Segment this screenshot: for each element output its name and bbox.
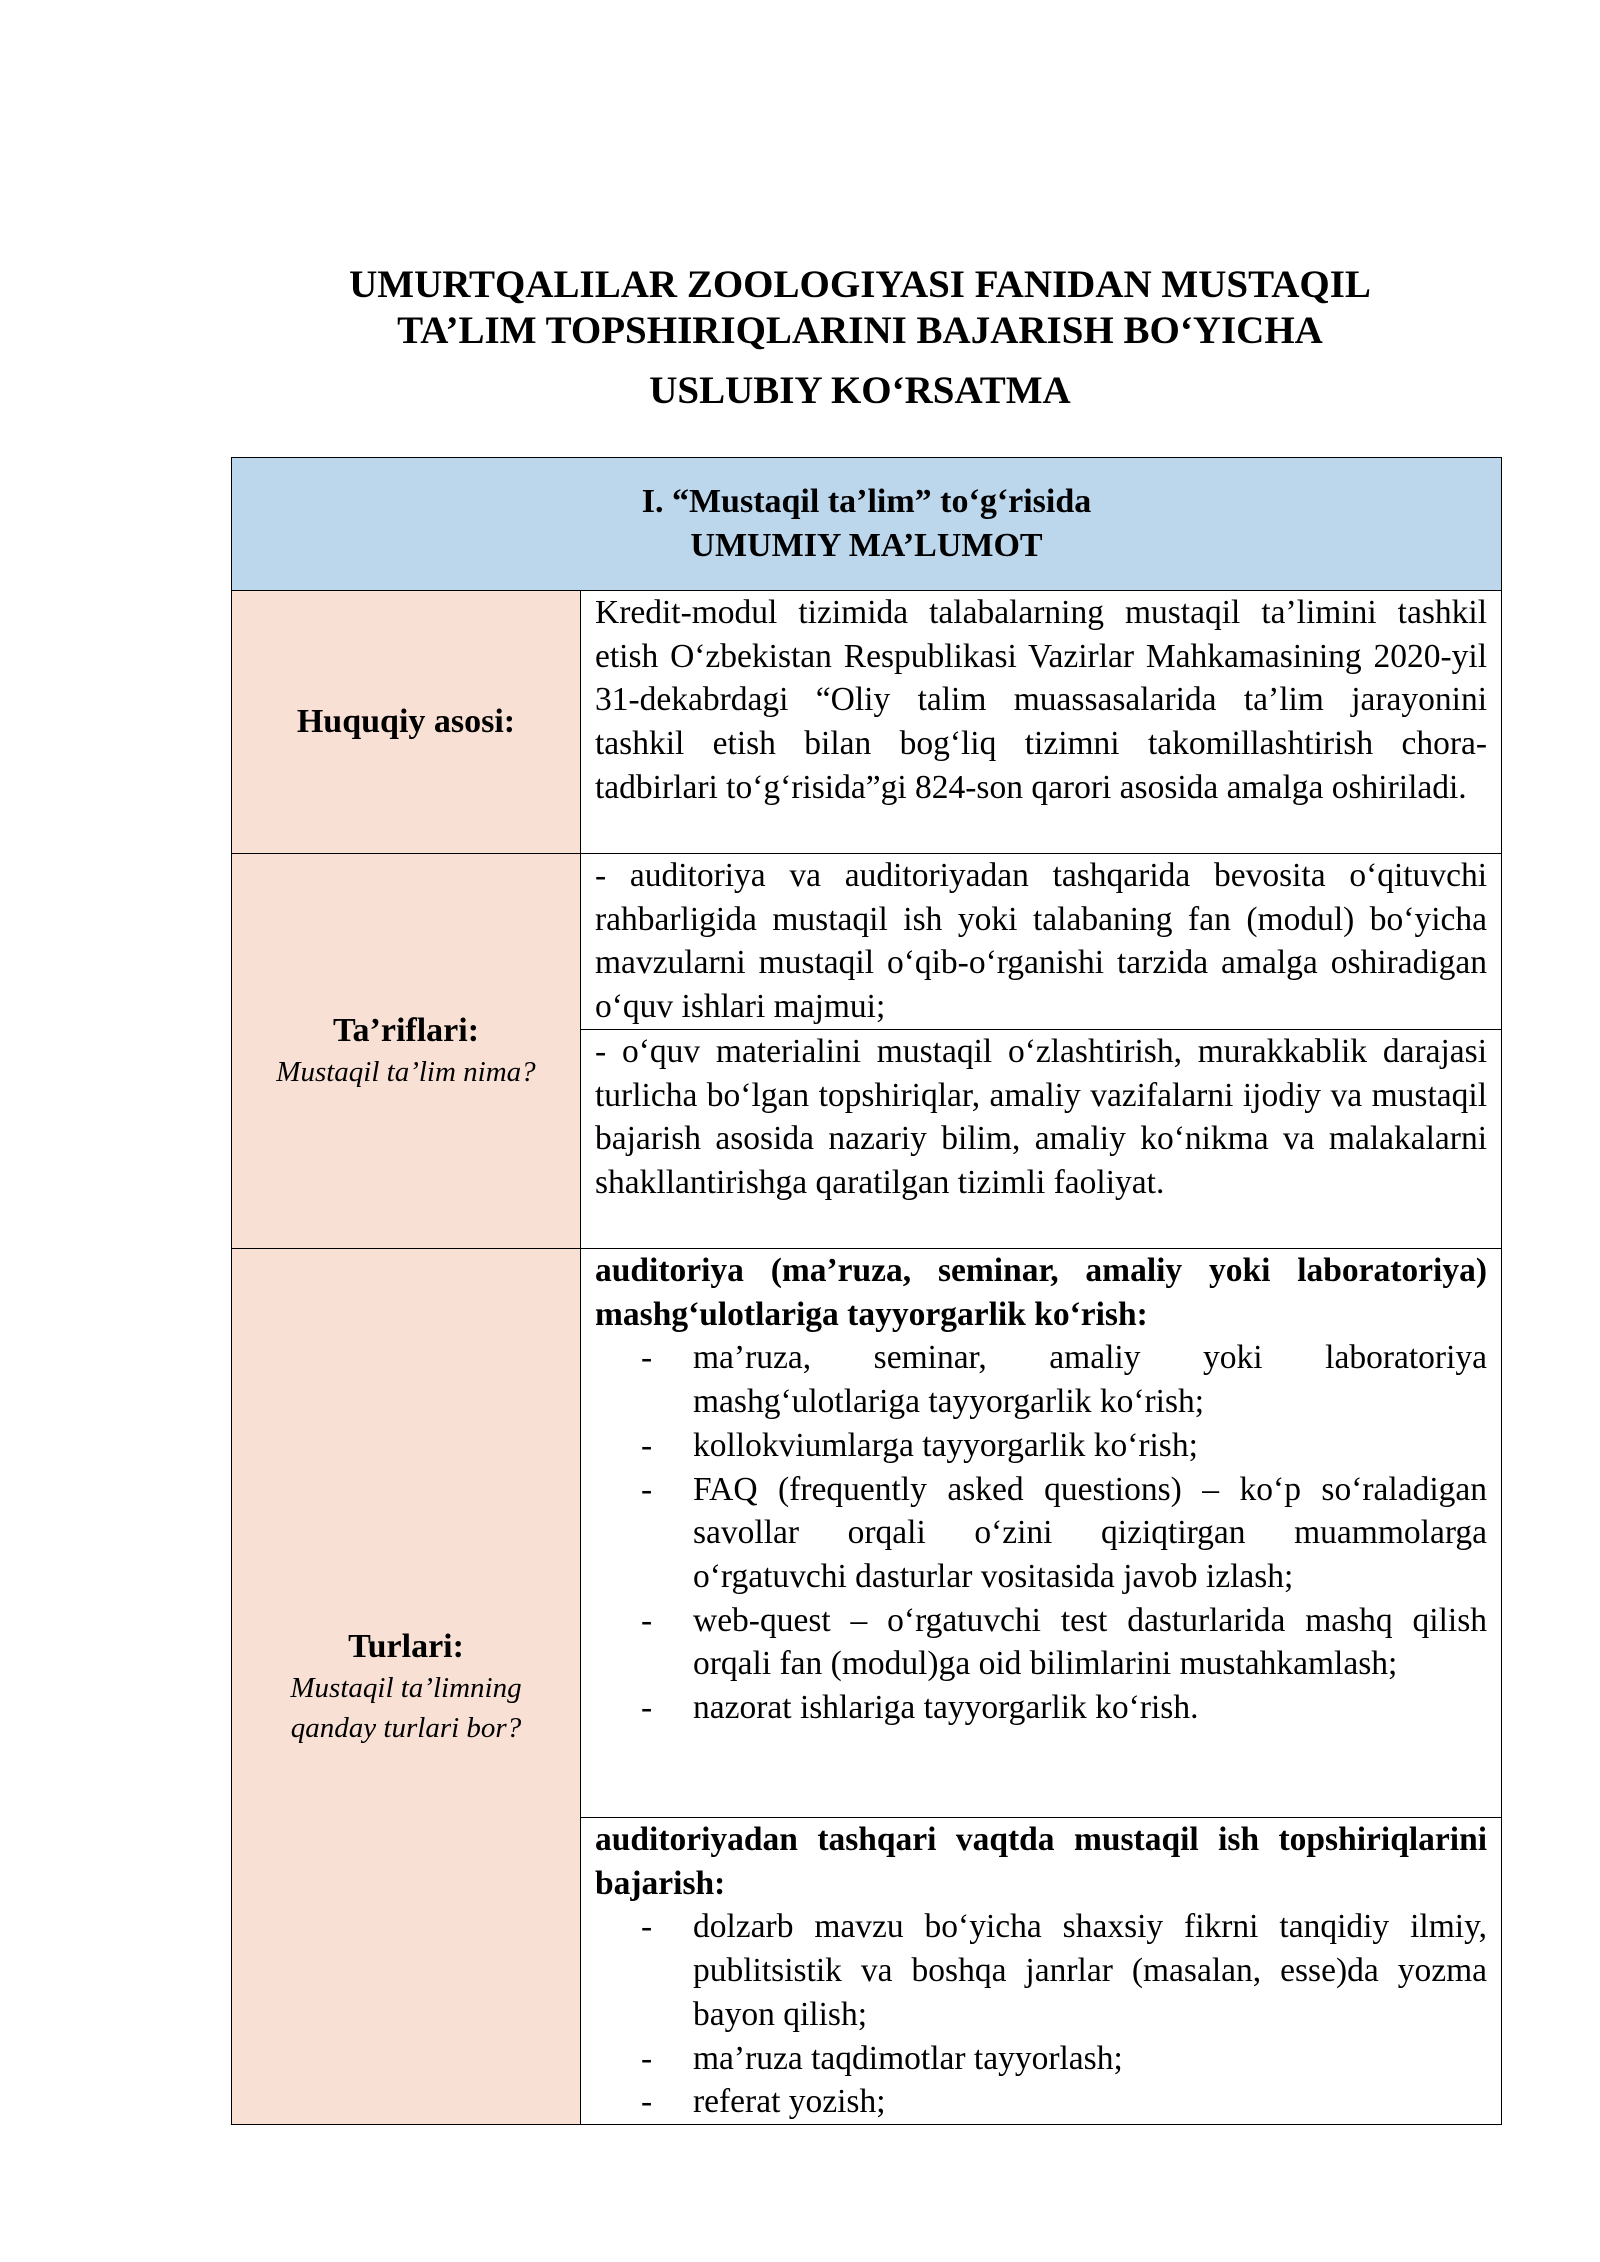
types-group-2-list bbox=[595, 1905, 1487, 2124]
section-heading-line-2: UMUMIY MA’LUMOT bbox=[690, 527, 1043, 564]
definitions-label-cell bbox=[232, 854, 581, 1249]
list-item: - dolzarb mavzu bo‘yicha shaxsiy fikrni tanqidiy ilmiy, publitsistik va boshqa janrlar (masalan, esse)da yozma bayon qilish; bbox=[693, 1905, 1487, 2036]
list-item: - referat yozish; bbox=[693, 2080, 1487, 2124]
legal-basis-text: Kredit-modul tizimida talabalarning mustaqil ta’limini tashkil etish O‘zbekistan Respublikasi Vazirlar Mahkamasining 2020-yil 31-dekabrdagi “Oliy talim muassasalarida ta’lim jarayonini tashkil etish bilan bog‘liq tizimni takomillashtirish chora-tadbirlari to‘g‘risida”gi 824-son qarori asosida amalga oshiriladi. bbox=[595, 594, 1488, 806]
section-heading-line-1: I. “Mustaqil ta’lim” to‘g‘risida bbox=[641, 483, 1092, 520]
definition-1-text: - auditoriya va auditoriyadan tashqarida bevosita o‘qituvchi rahbarligida mustaqil ish yoki talabaning fan (modul) bo‘yicha mavzularni mustaqil o‘qib-o‘rganishi tarzida amalga oshiradigan o‘quv ishlari majmui; bbox=[595, 857, 1488, 1026]
definition-1-cell bbox=[581, 854, 1502, 1030]
definitions-label: Ta’riflari: bbox=[332, 1012, 480, 1049]
types-label: Turlari: bbox=[348, 1627, 464, 1665]
list-item: - nazorat ishlariga tayyorgarlik ko‘rish. bbox=[693, 1686, 1487, 1730]
definitions-row-1 bbox=[232, 854, 1502, 1030]
types-group-2-cell bbox=[581, 1818, 1502, 2125]
definition-2-cell bbox=[581, 1030, 1502, 1249]
legal-basis-text-cell bbox=[581, 591, 1502, 854]
info-table bbox=[231, 457, 1502, 2125]
title-line-2: TA’LIM TOPSHIRIQLARINI BAJARISH BO‘YICHA bbox=[397, 309, 1323, 352]
types-label-cell bbox=[232, 1249, 581, 2125]
definitions-sublabel: Mustaqil ta’lim nima? bbox=[276, 1056, 536, 1088]
list-item: - FAQ (frequently asked questions) – ko‘p so‘raladigan savollar orqali o‘zini qiziqtirgan muammolarga o‘rgatuvchi dasturlar vositasida javob izlash; bbox=[693, 1468, 1487, 1599]
definition-2-text: - o‘quv materialini mustaqil o‘zlashtirish, murakkablik darajasi turlicha bo‘lgan topshiriqlar, amaliy vazifalarni ijodiy va mustaqil bajarish asosida nazariy bilim, amaliy ko‘nikma va malakalarni shakllantirishga qaratilgan tizimli faoliyat. bbox=[595, 1033, 1488, 1202]
legal-basis-label-cell bbox=[232, 591, 581, 854]
title-line-1: UMURTQALILAR ZOOLOGIYASI FANIDAN MUSTAQIL bbox=[349, 263, 1371, 306]
section-heading bbox=[232, 458, 1502, 591]
types-sublabel-line-1: Mustaqil ta’limning bbox=[290, 1671, 522, 1704]
title-line-3: USLUBIY KO‘RSATMA bbox=[649, 369, 1071, 412]
types-group-1-cell bbox=[581, 1249, 1502, 1818]
list-item: - ma’ruza, seminar, amaliy yoki laboratoriya mashg‘ulotlariga tayyorgarlik ko‘rish; bbox=[693, 1336, 1487, 1423]
types-row-1 bbox=[232, 1249, 1502, 1818]
list-item: - kollokviumlarga tayyorgarlik ko‘rish; bbox=[693, 1424, 1487, 1468]
types-sublabel-line-2: qanday turlari bor? bbox=[290, 1711, 522, 1744]
list-item: - web-quest – o‘rgatuvchi test dasturlarida mashq qilish orqali fan (modul)ga oid bilimlarini mustahkamlash; bbox=[693, 1599, 1487, 1686]
page-title bbox=[230, 262, 1490, 414]
legal-basis-label: Huquqiy asosi: bbox=[296, 703, 516, 740]
types-group-2-heading: auditoriyadan tashqari vaqtda mustaqil ish topshiriqlarini bajarish: bbox=[595, 1821, 1488, 1902]
section-heading-row bbox=[232, 458, 1502, 591]
legal-basis-row bbox=[232, 591, 1502, 854]
list-item: - ma’ruza taqdimotlar tayyorlash; bbox=[693, 2037, 1487, 2081]
types-group-1-heading: auditoriya (ma’ruza, seminar, amaliy yoki laboratoriya) mashg‘ulotlariga tayyorgarlik ko‘rish: bbox=[595, 1252, 1488, 1333]
types-group-1-list bbox=[595, 1336, 1487, 1729]
